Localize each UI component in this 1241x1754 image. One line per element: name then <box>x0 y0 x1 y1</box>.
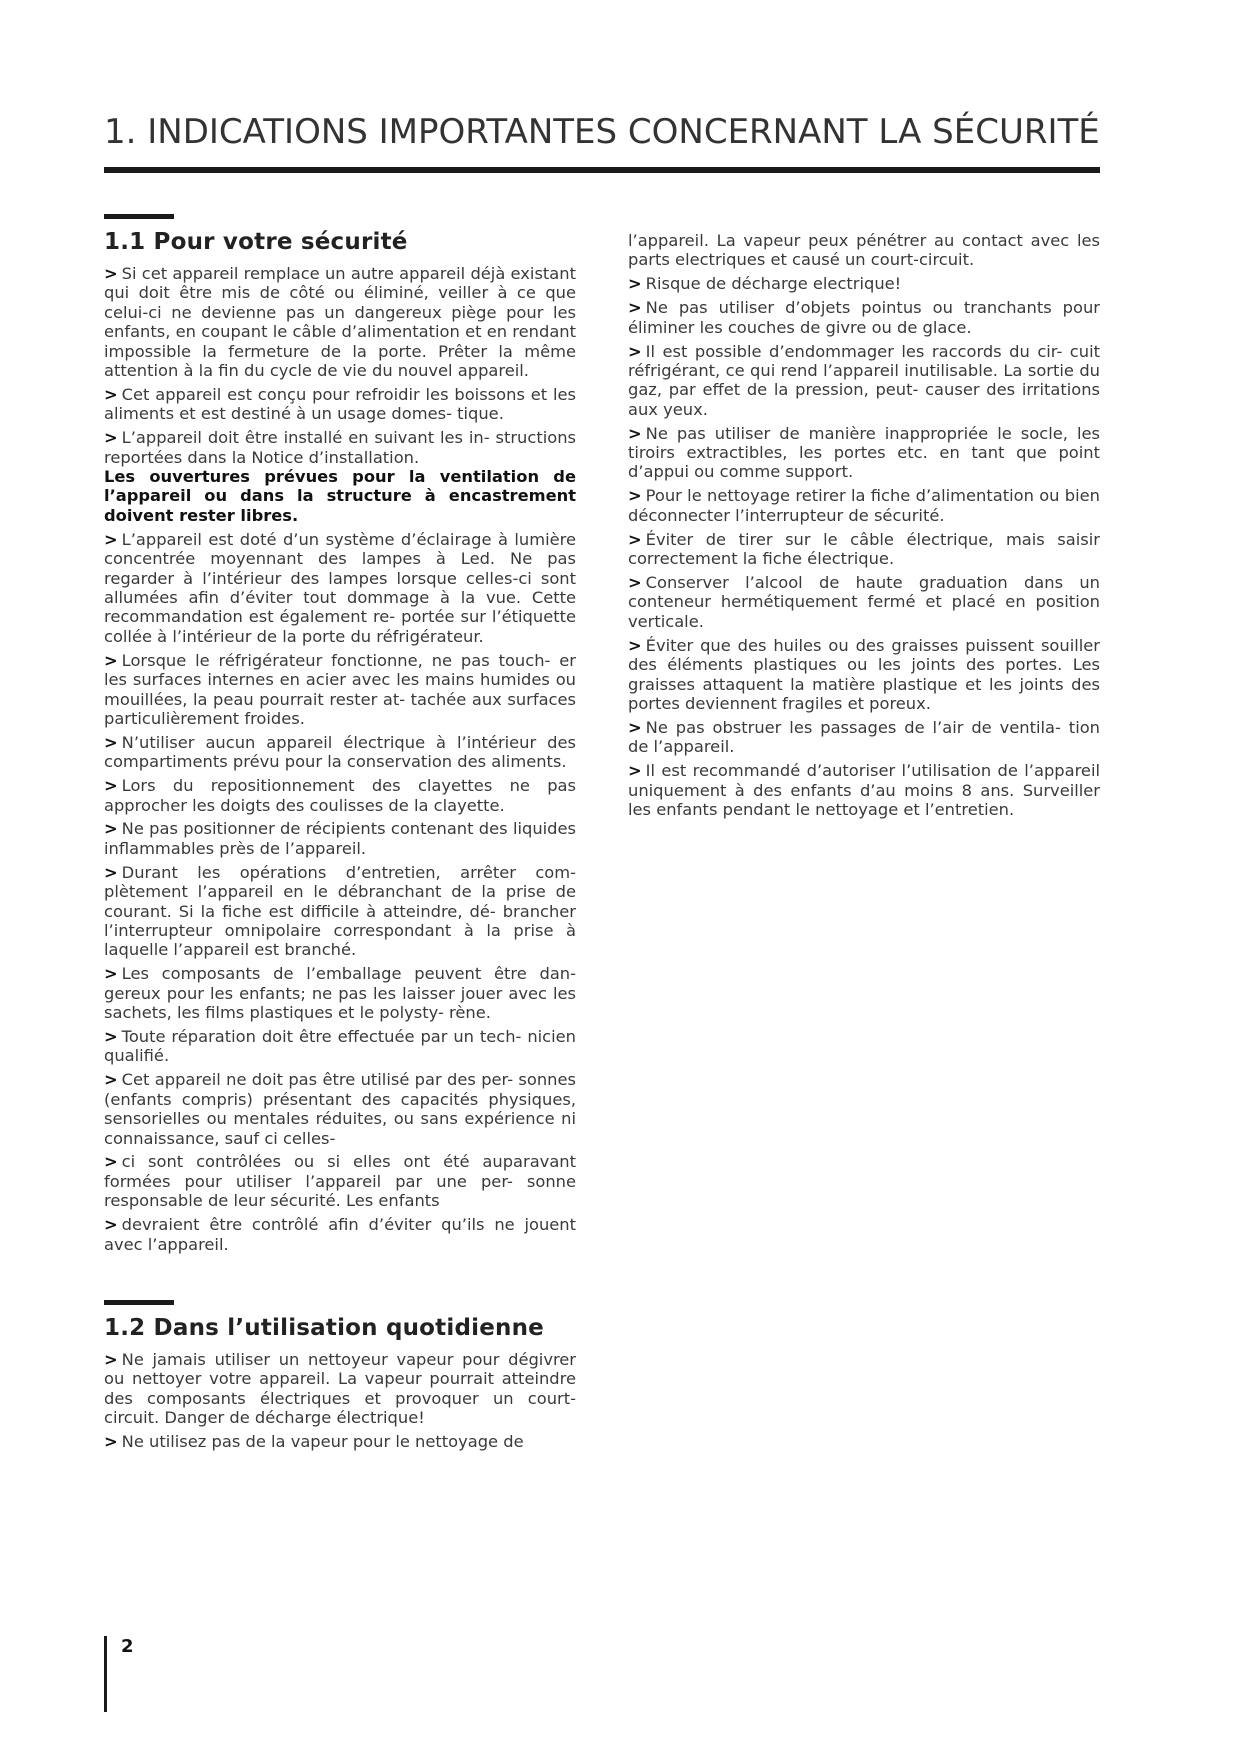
list-item: > Cet appareil ne doit pas être utilisé par des per- sonnes (enfants compris) présentant des capacités physiques, sensorielles ou mentales réduites, ou sans expérience ni connaissance, sauf ci celles- <box>104 1070 576 1148</box>
bullet-arrow-icon: > <box>104 964 118 984</box>
bullet-arrow-icon: > <box>628 717 642 737</box>
bullet-arrow-icon: > <box>628 573 642 592</box>
ventilation-warning: Les ouvertures prévues pour la ventilation de l’appareil ou dans la structure à encastrement doivent rester libres. <box>104 467 576 525</box>
bullet-arrow-icon: > <box>104 819 118 839</box>
list-item: > Ne pas positionner de récipients contenant des liquides inflammables près de l’appareil. <box>104 819 576 858</box>
bullet-arrow-icon: > <box>628 529 642 549</box>
bullet-arrow-icon: > <box>104 1432 118 1452</box>
section-rule <box>104 1300 174 1305</box>
title-rule <box>104 167 1100 173</box>
list-item: > Cet appareil est conçu pour refroidir les boissons et les aliments et est destiné à un usage domes- tique. <box>104 384 576 424</box>
section-rule <box>104 214 174 219</box>
bullet-arrow-icon: > <box>104 650 118 670</box>
bullet-arrow-icon: > <box>104 529 118 549</box>
bullet-arrow-icon: > <box>104 264 118 283</box>
list-item: > Les composants de l’emballage peuvent être dan- gereux pour les enfants; ne pas les laisser jouer avec les sachets, les films plastiques et le polysty- rène. <box>104 964 576 1023</box>
list-item: > Ne jamais utiliser un nettoyeur vapeur pour dégivrer ou nettoyer votre appareil. La vapeur pourrait atteindre des composants électriques et provoquer un court-circuit. Danger de décharge électrique! <box>104 1350 576 1428</box>
bullet-arrow-icon: > <box>628 341 642 361</box>
list-item: > Lors du repositionnement des clayettes ne pas approcher les doigts des coulisses de la clayette. <box>104 776 576 815</box>
list-item: > Lorsque le réfrigérateur fonctionne, ne pas touch- er les surfaces internes en acier avec les mains humides ou mouillées, la peau pourrait rester at- tachée aux surfaces particulièrement froides. <box>104 650 576 728</box>
bullet-arrow-icon: > <box>628 761 642 781</box>
page-number: 2 <box>121 1636 134 1657</box>
bullet-arrow-icon: > <box>104 862 118 882</box>
list-item: > L’appareil doit être installé en suivant les in- structions reportées dans la Notice d’installation. Les ouvertures prévues pour la ventilation de l’appareil ou dans la structure à encastrement doivent rester libres. <box>104 428 576 525</box>
bullet-arrow-icon: > <box>104 1070 118 1090</box>
list-item: > Éviter que des huiles ou des graisses puissent souiller des éléments plastiques ou les joints des portes. Les graisses attaquent la matière plastique et les joints des portes deviennent fragiles et poreux. <box>628 635 1100 713</box>
bullet-arrow-icon: > <box>104 1350 118 1369</box>
list-item: > Ne utilisez pas de la vapeur pour le nettoyage de <box>104 1432 524 1452</box>
list-item: > Il est recommandé d’autoriser l’utilisation de l’appareil uniquement à des enfants d’au moins 8 ans. Surveiller les enfants pendant le nettoyage et l’entretien. <box>628 761 1100 819</box>
list-item: > Ne pas obstruer les passages de l’air de ventila- tion de l’appareil. <box>628 717 1100 757</box>
list-item: > Conserver l’alcool de haute graduation dans un conteneur hermétiquement fermé et placé en position verticale. <box>628 573 1100 631</box>
bullet-arrow-icon: > <box>628 274 642 294</box>
bullet-arrow-icon: > <box>104 1027 118 1047</box>
list-item: > Éviter de tirer sur le câble électrique, mais saisir correctement la fiche électrique. <box>628 529 1100 569</box>
list-item: > Ne pas utiliser de manière inappropriée le socle, les tiroirs extractibles, les portes etc. en tant que point d’appui ou comme support. <box>628 423 1100 482</box>
list-item: > devraient être contrôlé afin d’éviter qu’ils ne jouent avec l’appareil. <box>104 1215 576 1254</box>
bullet-arrow-icon: > <box>628 423 642 443</box>
list-item: > Il est possible d’endommager les raccords du cir- cuit réfrigérant, ce qui rend l’appareil inutilisable. La sortie du gaz, par effet de la pression, peut- causer des irritations aux yeux. <box>628 341 1100 419</box>
bullet-arrow-icon: > <box>104 732 118 752</box>
section-heading-daily-use: 1.2 Dans l’utilisation quotidienne <box>104 1315 544 1341</box>
bullet-arrow-icon: > <box>628 635 642 655</box>
right-column <box>628 231 1100 824</box>
page-title: 1. INDICATIONS IMPORTANTES CONCERNANT LA SÉCURITÉ <box>104 112 1100 152</box>
list-item: > Ne pas utiliser d’objets pointus ou tranchants pour éliminer les couches de givre ou de glace. <box>628 298 1100 337</box>
list-item: > Risque de décharge electrique! <box>628 274 902 294</box>
list-item: > Si cet appareil remplace un autre appareil déjà existant qui doit être mis de côté ou éliminé, veiller à ce que celui-ci ne devienne pas un dangereux piège pour les enfants, en coupant le câble d’alimentation et en rendant impossible la fermeture de la porte. Prêter la même attention à la fin du cycle de vie du nouvel appareil. <box>104 264 576 381</box>
list-item: > Toute réparation doit être effectuée par un tech- nicien qualifié. <box>104 1027 576 1066</box>
section-daily-use <box>104 1300 576 1452</box>
bullet-arrow-icon: > <box>104 1152 118 1172</box>
left-column <box>104 214 576 1456</box>
page-footer <box>104 1636 134 1712</box>
bullet-arrow-icon: > <box>104 428 118 448</box>
list-item: > ci sont contrôlées ou si elles ont été auparavant formées pour utiliser l’appareil par une per- sonne responsable de leur sécurité. Les enfants <box>104 1152 576 1211</box>
bullet-arrow-icon: > <box>104 384 118 404</box>
list-item: > Durant les opérations d’entretien, arrêter com- plètement l’appareil en le débranchant de la prise de courant. Si la fiche est difficile à atteindre, dé- brancher l’interrupteur omnipolaire correspondant à la prise à laquelle l’appareil est branché. <box>104 862 576 960</box>
bullet-arrow-icon: > <box>628 298 642 318</box>
bullet-arrow-icon: > <box>104 776 118 796</box>
section-heading-safety: 1.1 Pour votre sécurité <box>104 229 408 255</box>
bullet-arrow-icon: > <box>628 486 642 506</box>
list-item: > N’utiliser aucun appareil électrique à l’intérieur des compartiments prévu pour la conservation des aliments. <box>104 732 576 772</box>
continuation-text: l’appareil. La vapeur peux pénétrer au contact avec les parts electriques et causé un court-circuit. <box>628 231 1100 270</box>
bullet-arrow-icon: > <box>104 1215 118 1235</box>
list-item: > L’appareil est doté d’un système d’éclairage à lumière concentrée moyennant des lampes à Led. Ne pas regarder à l’intérieur des lampes lorsque celles-ci sont allumées afin d’éviter tout dommage à la vue. Cette recommandation est également re- portée sur l’étiquette collée à l’intérieur de la porte du réfrigérateur. <box>104 529 576 646</box>
list-item: > Pour le nettoyage retirer la fiche d’alimentation ou bien déconnecter l’interrupteur de sécurité. <box>628 486 1100 525</box>
